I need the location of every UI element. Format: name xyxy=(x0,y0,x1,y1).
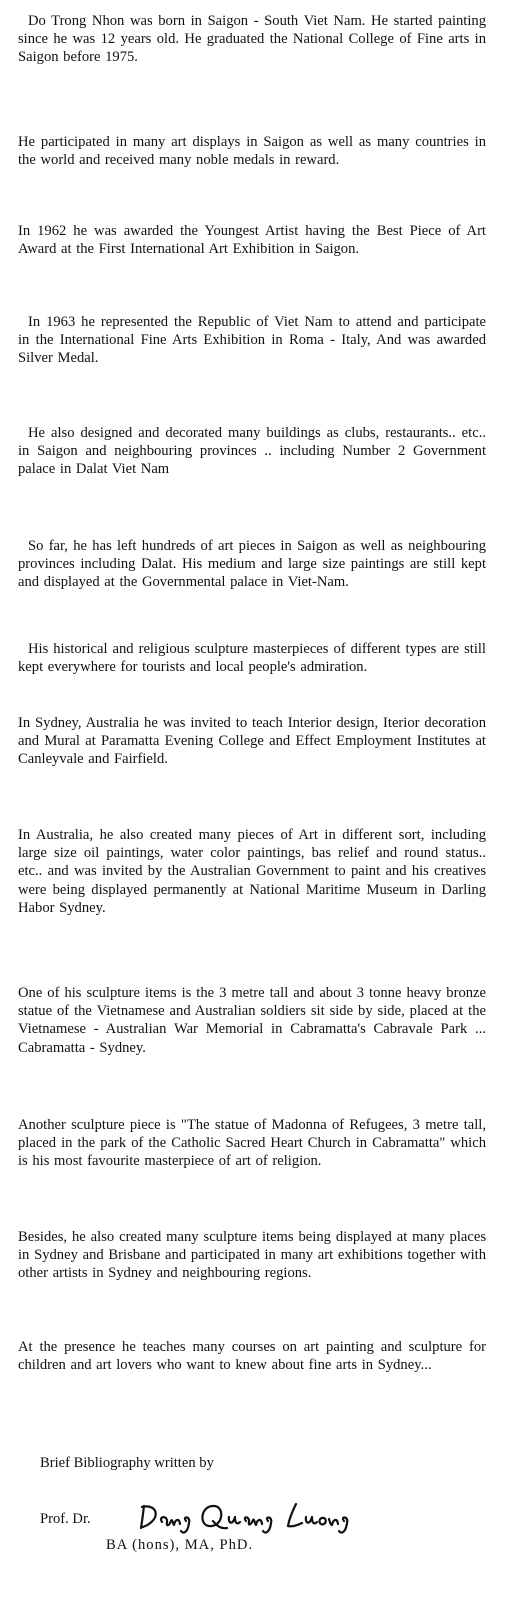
bio-paragraph-5: He also designed and decorated many buildings as clubs, restaurants.. etc.. in Saigon and neighbouring provinces .. including Number 2 Government palace in Dalat Viet Nam xyxy=(18,425,486,478)
bio-paragraph-10: One of his sculpture items is the 3 metre tall and about 3 tonne heavy bronze statue of the Vietnamese and Australian soldiers sit side by side, placed at the Vietnamese - Australian War Memorial in Cabramatta's Cabravale Park ... Cabramatta - Sydney. xyxy=(18,985,486,1056)
bio-paragraph-7: His historical and religious sculpture masterpieces of different types are still kept everywhere for tourists and local people's admiration. xyxy=(18,641,486,676)
bio-paragraph-3: In 1962 he was awarded the Youngest Artist having the Best Piece of Art Award at the First International Art Exhibition in Saigon. xyxy=(18,223,486,258)
author-signature xyxy=(136,1498,356,1538)
author-degrees: BA (hons), MA, PhD. xyxy=(106,1537,254,1553)
bio-paragraph-11: Another sculpture piece is "The statue of Madonna of Refugees, 3 metre tall, placed in the park of the Catholic Sacred Heart Church in Cabramatta" which is his most favourite masterpiece of art of religion. xyxy=(18,1117,486,1170)
bio-paragraph-8: In Sydney, Australia he was invited to teach Interior design, Iterior decoration and Mural at Paramatta Evening College and Effect Employment Institutes at Canleyvale and Fairfield. xyxy=(18,715,486,768)
bio-paragraph-4: In 1963 he represented the Republic of Viet Nam to attend and participate in the International Fine Arts Exhibition in Roma - Italy, And was awarded Silver Medal. xyxy=(18,314,486,367)
credit-line: Brief Bibliography written by xyxy=(40,1455,214,1471)
author-title: Prof. Dr. xyxy=(40,1511,91,1527)
bio-paragraph-12: Besides, he also created many sculpture items being displayed at many places in Sydney and Brisbane and participated in many art exhibitions together with other artists in Sydney and neighbouring regions. xyxy=(18,1229,486,1282)
bio-paragraph-6: So far, he has left hundreds of art pieces in Saigon as well as neighbouring provinces including Dalat. His medium and large size paintings are still kept and displayed at the Governmental palace in Viet-Nam. xyxy=(18,538,486,591)
bio-paragraph-1: Do Trong Nhon was born in Saigon - South Viet Nam. He started painting since he was 12 years old. He graduated the National College of Fine arts in Saigon before 1975. xyxy=(18,13,486,66)
bio-paragraph-2: He participated in many art displays in Saigon as well as many countries in the world and received many noble medals in reward. xyxy=(18,134,486,169)
bio-paragraph-9: In Australia, he also created many pieces of Art in different sort, including large size oil paintings, water color paintings, bas relief and round status.. etc.. and was invited by the Australian Government to paint and his creatives were being displayed permanently at National Maritime Museum in Darling Habor Sydney. xyxy=(18,827,486,916)
bio-paragraph-13: At the presence he teaches many courses on art painting and sculpture for children and art lovers who want to knew about fine arts in Sydney... xyxy=(18,1339,486,1374)
